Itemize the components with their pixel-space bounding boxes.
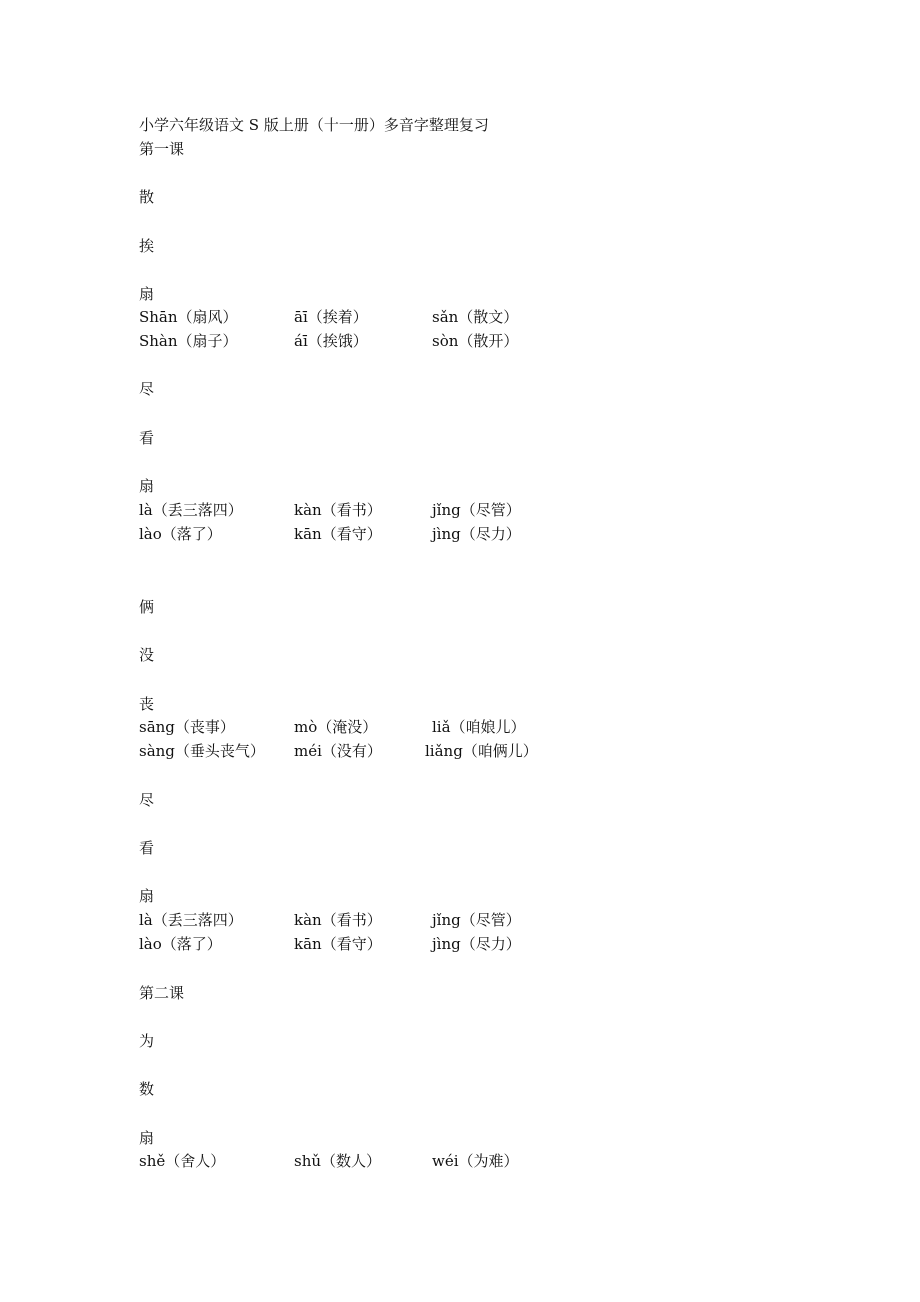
- pinyin-entry: liǎ（咱娘儿）: [432, 718, 526, 736]
- pinyin-entry: jǐng（尽管）: [432, 911, 521, 929]
- char-heading: 尽: [139, 791, 155, 809]
- pinyin-entry: Shān（扇风）: [139, 308, 238, 326]
- lesson-heading: 第二课: [139, 984, 185, 1002]
- char-heading: 没: [139, 646, 155, 664]
- pinyin-entry: mò（淹没）: [294, 718, 378, 736]
- char-heading: 数: [139, 1080, 155, 1098]
- pinyin-entry: lào（落了）: [139, 525, 222, 543]
- char-heading: 俩: [139, 598, 155, 616]
- char-heading: 看: [139, 839, 155, 857]
- pinyin-entry: sòn（散开）: [432, 332, 519, 350]
- pinyin-entry: áī（挨饿）: [294, 332, 368, 350]
- pinyin-entry: liǎng（咱俩儿）: [425, 742, 538, 760]
- char-heading: 丧: [139, 695, 155, 713]
- pinyin-entry: là（丢三落四）: [139, 501, 243, 519]
- pinyin-entry: wéi（为难）: [432, 1152, 519, 1170]
- pinyin-entry: méi（没有）: [294, 742, 382, 760]
- char-heading: 扇: [139, 285, 155, 303]
- pinyin-entry: kàn（看书）: [294, 911, 382, 929]
- document-title: 小学六年级语文 S 版上册（十一册）多音字整理复习: [139, 116, 489, 134]
- lesson-heading: 第一课: [139, 140, 185, 158]
- pinyin-entry: jǐng（尽管）: [432, 501, 521, 519]
- pinyin-entry: sàng（垂头丧气）: [139, 742, 265, 760]
- char-heading: 扇: [139, 1129, 155, 1147]
- pinyin-entry: jìng（尽力）: [432, 525, 521, 543]
- pinyin-entry: kān（看守）: [294, 935, 382, 953]
- pinyin-entry: shǔ（数人）: [294, 1152, 382, 1170]
- char-heading: 散: [139, 188, 155, 206]
- char-heading: 为: [139, 1032, 155, 1050]
- pinyin-entry: lào（落了）: [139, 935, 222, 953]
- pinyin-entry: jìng（尽力）: [432, 935, 521, 953]
- char-heading: 看: [139, 429, 155, 447]
- pinyin-entry: kàn（看书）: [294, 501, 382, 519]
- pinyin-entry: kān（看守）: [294, 525, 382, 543]
- char-heading: 扇: [139, 887, 155, 905]
- pinyin-entry: Shàn（扇子）: [139, 332, 238, 350]
- pinyin-entry: āī（挨着）: [294, 308, 368, 326]
- pinyin-entry: sǎn（散文）: [432, 308, 519, 326]
- char-heading: 尽: [139, 380, 155, 398]
- char-heading: 挨: [139, 237, 155, 255]
- char-heading: 扇: [139, 477, 155, 495]
- pinyin-entry: shě（舍人）: [139, 1152, 226, 1170]
- pinyin-entry: sāng（丧事）: [139, 718, 235, 736]
- pinyin-entry: là（丢三落四）: [139, 911, 243, 929]
